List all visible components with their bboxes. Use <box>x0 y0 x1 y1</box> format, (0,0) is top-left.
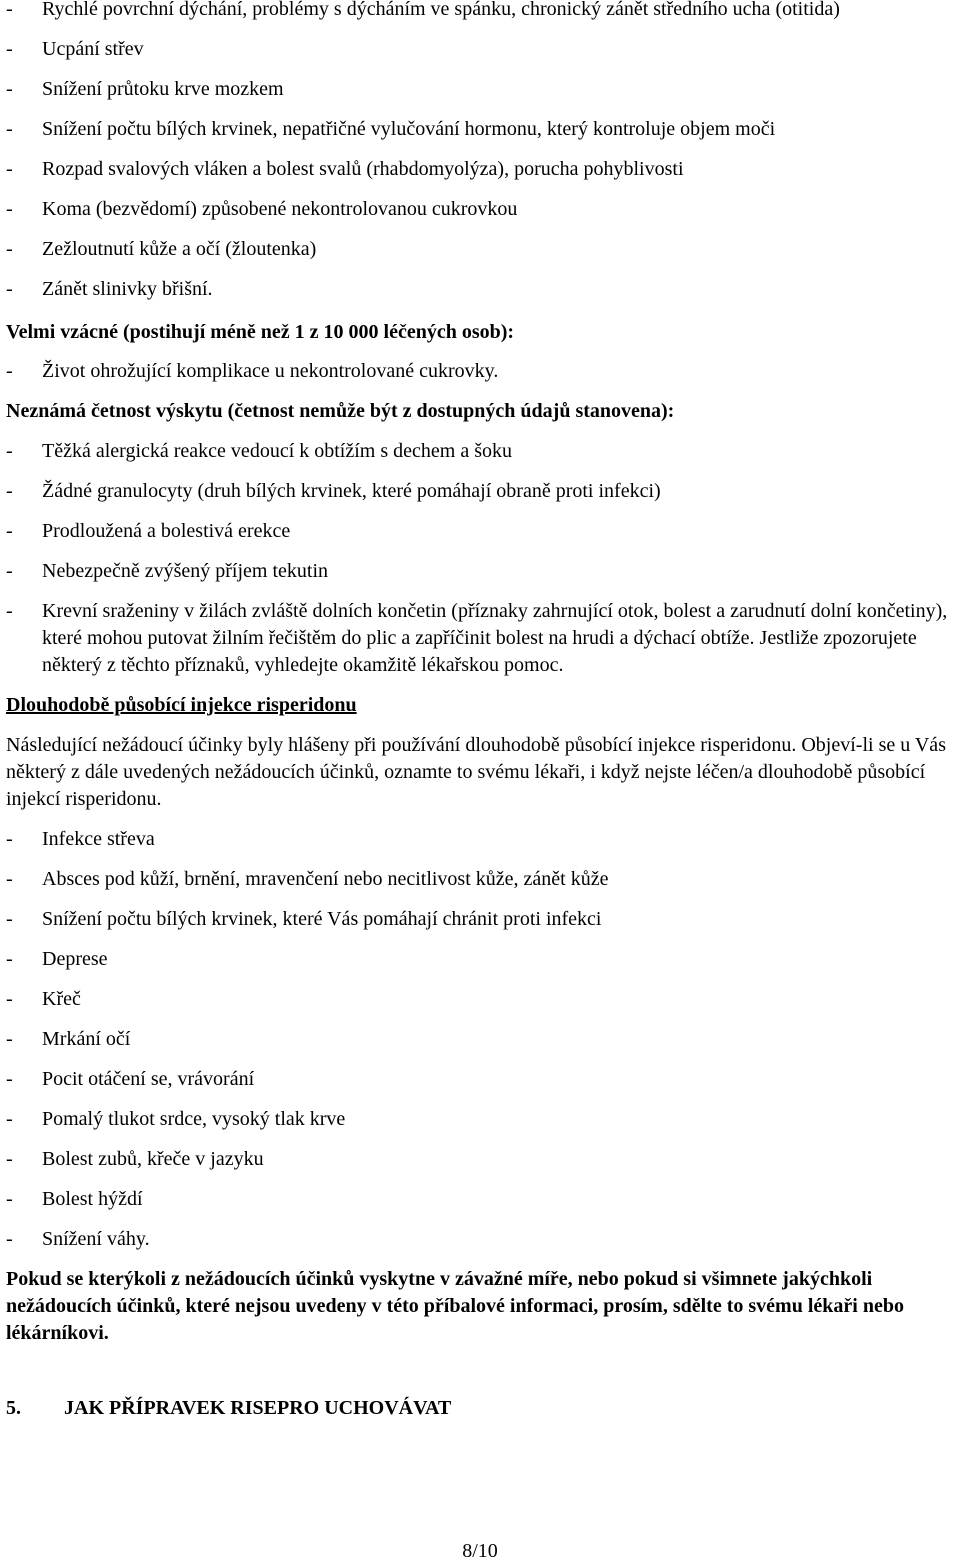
list-item <box>6 156 956 183</box>
list-item <box>6 598 956 679</box>
list-item-text: Snížení počtu bílých krvinek, které Vás pomáhají chránit proti infekci <box>42 908 602 930</box>
list-item <box>6 438 956 465</box>
list-dash: - <box>6 600 13 622</box>
list-dash: - <box>6 828 13 850</box>
list-item-text: Rychlé povrchní dýchání, problémy s dýcháním ve spánku, chronický zánět středního ucha (otitida) <box>42 0 840 20</box>
list-item-text: Pocit otáčení se, vrávorání <box>42 1068 255 1090</box>
list-item-text: Život ohrožující komplikace u nekontrolované cukrovky. <box>42 360 499 382</box>
document-page <box>6 0 956 1422</box>
list-item <box>6 1066 956 1093</box>
list-item <box>6 36 956 63</box>
warning-paragraph: Pokud se kterýkoli z nežádoucích účinků vyskytne v závažné míře, nebo pokud si všimnete jakýchkoli nežádoucích účinků, které nejsou uvedeny v této příbalové informaci, prosím, sdělte to svému lékaři nebo lékárníkovi. <box>6 1268 904 1344</box>
section-number: 5. <box>6 1397 21 1419</box>
list-dash: - <box>6 868 13 890</box>
section-heading <box>6 1395 956 1422</box>
unknown-frequency-heading: Neznámá četnost výskytu (četnost nemůže být z dostupných údajů stanovena): <box>6 400 675 422</box>
list-dash: - <box>6 238 13 260</box>
list-item-text: Bolest zubů, křeče v jazyku <box>42 1148 264 1170</box>
list-item-text: Těžká alergická reakce vedoucí k obtížím s dechem a šoku <box>42 440 512 462</box>
list-item <box>6 1026 956 1053</box>
list-item <box>6 236 956 263</box>
list-item <box>6 826 956 853</box>
page-number: 8/10 <box>462 1540 498 1562</box>
list-item <box>6 276 956 303</box>
list-dash: - <box>6 1188 13 1210</box>
list-item-text: Prodloužená a bolestivá erekce <box>42 520 291 542</box>
list-item <box>6 196 956 223</box>
list-item <box>6 1106 956 1133</box>
list-dash: - <box>6 360 13 382</box>
list-item <box>6 946 956 973</box>
list-dash: - <box>6 158 13 180</box>
list-item-text: Snížení průtoku krve mozkem <box>42 78 284 100</box>
list-item-text: Krevní sraženiny v žilách zvláště dolních končetin (příznaky zahrnující otok, bolest a zarudnutí dolní končetiny), které mohou putovat žilním řečištěm do plic a zapříčinit bolest na hrudi a dýchací obtíže. Jestliže zpozorujete některý z těchto příznaků, vyhledejte okamžitě lékařskou pomoc. <box>42 600 948 676</box>
list-item-text: Deprese <box>42 948 108 970</box>
list-item-text: Zánět slinivky břišní. <box>42 278 213 300</box>
list-item-text: Absces pod kůží, brnění, mravenčení nebo necitlivost kůže, zánět kůže <box>42 868 609 890</box>
list-item <box>6 1226 956 1253</box>
list-dash: - <box>6 480 13 502</box>
list-item-text: Bolest hýždí <box>42 1188 143 1210</box>
list-item-text: Mrkání očí <box>42 1028 131 1050</box>
list-item-text: Rozpad svalových vláken a bolest svalů (rhabdomyolýza), porucha pohyblivosti <box>42 158 684 180</box>
injection-heading: Dlouhodobě působící injekce risperidonu <box>6 694 357 716</box>
list-item-text: Snížení počtu bílých krvinek, nepatřičné vylučování hormonu, který kontroluje objem moči <box>42 118 776 140</box>
list-item-text: Snížení váhy. <box>42 1228 150 1250</box>
list-dash: - <box>6 520 13 542</box>
list-item <box>6 358 956 385</box>
injection-list <box>6 826 956 1253</box>
very-rare-heading: Velmi vzácné (postihují méně než 1 z 10 000 léčených osob): <box>6 321 515 343</box>
list-dash: - <box>6 988 13 1010</box>
list-item <box>6 906 956 933</box>
list-item <box>6 76 956 103</box>
list-item <box>6 478 956 505</box>
list-dash: - <box>6 908 13 930</box>
list-dash: - <box>6 38 13 60</box>
list-item-text: Zežloutnutí kůže a očí (žloutenka) <box>42 238 317 260</box>
list-dash: - <box>6 278 13 300</box>
list-dash: - <box>6 78 13 100</box>
list-item <box>6 116 956 143</box>
list-dash: - <box>6 1108 13 1130</box>
list-item-text: Křeč <box>42 988 81 1010</box>
list-dash: - <box>6 0 13 20</box>
list-dash: - <box>6 1148 13 1170</box>
list-item-text: Koma (bezvědomí) způsobené nekontrolovanou cukrovkou <box>42 198 518 220</box>
list-item <box>6 866 956 893</box>
injection-intro: Následující nežádoucí účinky byly hlášeny při používání dlouhodobě působící injekce risperidonu. Objeví-li se u Vás některý z dále uvedených nežádoucích účinků, oznamte to svému lékaři, i když nejste léčen/a dlouhodobě působící injekcí risperidonu. <box>6 734 946 810</box>
list-dash: - <box>6 1068 13 1090</box>
list-dash: - <box>6 440 13 462</box>
list-dash: - <box>6 1028 13 1050</box>
list-dash: - <box>6 1228 13 1250</box>
list-item <box>6 0 956 23</box>
list-dash: - <box>6 118 13 140</box>
list-item <box>6 1186 956 1213</box>
list-item-text: Infekce střeva <box>42 828 155 850</box>
rare-list <box>6 0 956 303</box>
list-item-text: Žádné granulocyty (druh bílých krvinek, které pomáhají obraně proti infekci) <box>42 480 661 502</box>
list-item <box>6 1146 956 1173</box>
list-item <box>6 518 956 545</box>
list-item <box>6 558 956 585</box>
list-item-text: Nebezpečně zvýšený příjem tekutin <box>42 560 328 582</box>
list-dash: - <box>6 560 13 582</box>
section-title: JAK PŘÍPRAVEK RISEPRO UCHOVÁVAT <box>64 1397 452 1419</box>
list-item <box>6 986 956 1013</box>
list-dash: - <box>6 198 13 220</box>
list-item-text: Pomalý tlukot srdce, vysoký tlak krve <box>42 1108 346 1130</box>
list-item-text: Ucpání střev <box>42 38 144 60</box>
list-dash: - <box>6 948 13 970</box>
